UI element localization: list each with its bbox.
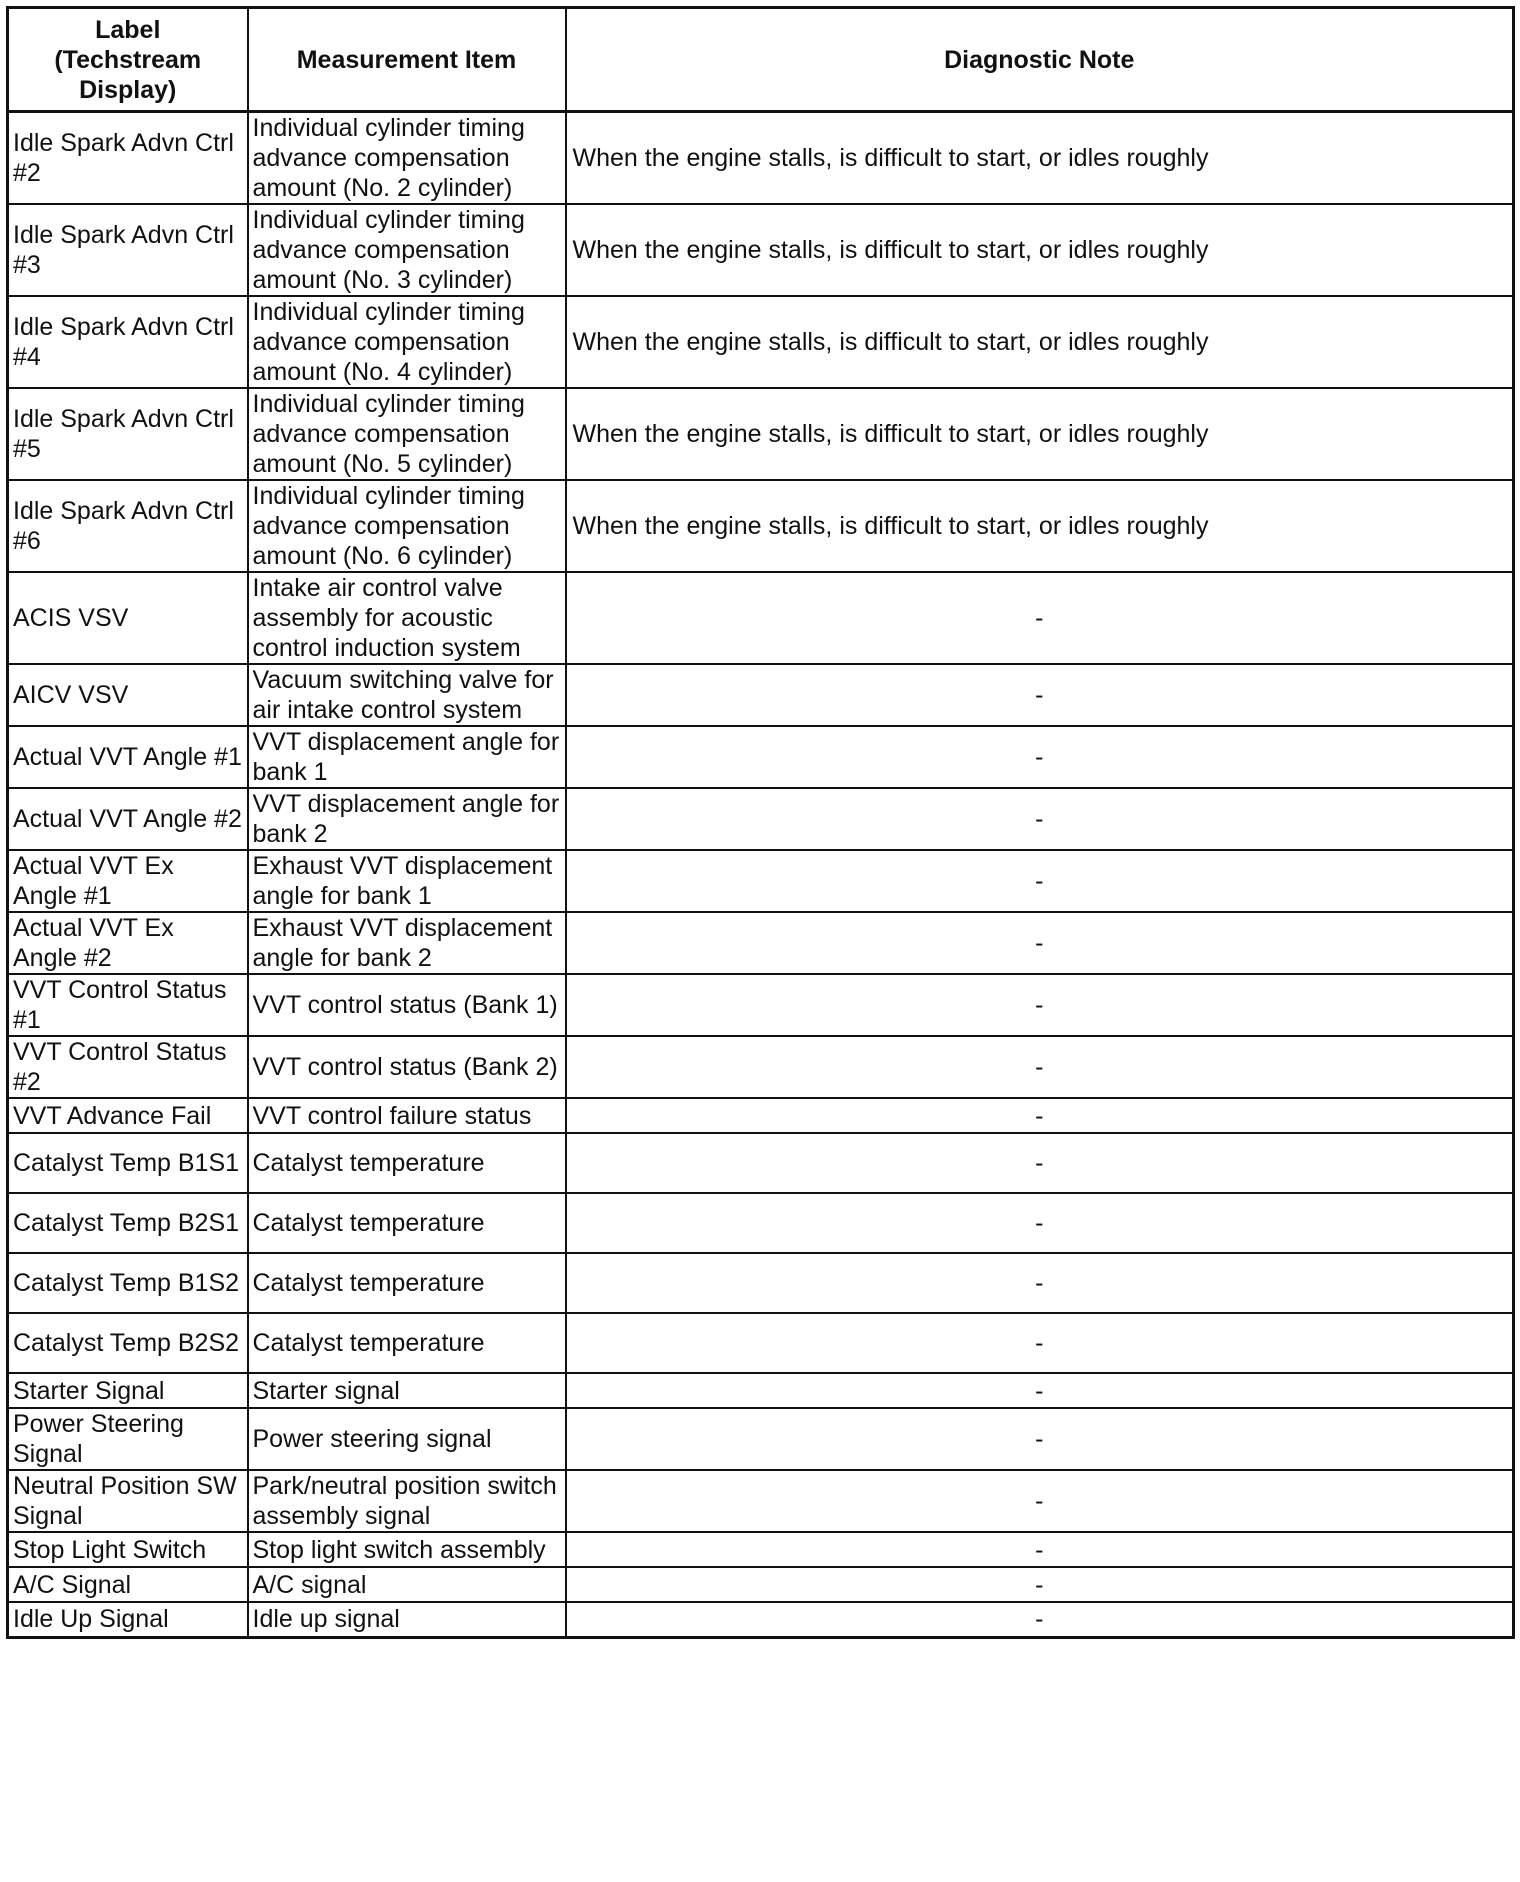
cell-label: VVT Advance Fail: [8, 1098, 248, 1133]
cell-measurement-item: Power steering signal: [248, 1408, 566, 1470]
cell-measurement-item: VVT control failure status: [248, 1098, 566, 1133]
cell-diagnostic-note: -: [566, 1408, 1514, 1470]
cell-measurement-item: Exhaust VVT displacement angle for bank 2: [248, 912, 566, 974]
table-row: [8, 1408, 1514, 1470]
table-row: [8, 1567, 1514, 1602]
cell-measurement-item: Individual cylinder timing advance compensation amount (No. 2 cylinder): [248, 112, 566, 205]
cell-label: VVT Control Status #2: [8, 1036, 248, 1098]
cell-diagnostic-note: -: [566, 664, 1514, 726]
cell-measurement-item: Catalyst temperature: [248, 1313, 566, 1373]
cell-label: Actual VVT Ex Angle #2: [8, 912, 248, 974]
cell-label: Actual VVT Angle #1: [8, 726, 248, 788]
cell-diagnostic-note: -: [566, 788, 1514, 850]
column-header-diagnostic-note: Diagnostic Note: [566, 8, 1514, 112]
cell-diagnostic-note: When the engine stalls, is difficult to start, or idles roughly: [566, 480, 1514, 572]
cell-label: Catalyst Temp B1S2: [8, 1253, 248, 1313]
cell-label: Neutral Position SW Signal: [8, 1470, 248, 1532]
cell-label: Idle Spark Advn Ctrl #6: [8, 480, 248, 572]
cell-label: Catalyst Temp B2S2: [8, 1313, 248, 1373]
cell-diagnostic-note: -: [566, 1602, 1514, 1637]
cell-label: VVT Control Status #1: [8, 974, 248, 1036]
diagnostic-data-table: [6, 6, 1515, 1639]
cell-diagnostic-note: -: [566, 1098, 1514, 1133]
table-row: [8, 1133, 1514, 1193]
cell-diagnostic-note: -: [566, 726, 1514, 788]
table-row: [8, 1602, 1514, 1637]
table-row: [8, 1313, 1514, 1373]
table-row: [8, 1470, 1514, 1532]
table-row: [8, 1253, 1514, 1313]
table-row: [8, 1193, 1514, 1253]
table-row: [8, 112, 1514, 205]
header-row: [8, 8, 1514, 112]
cell-diagnostic-note: -: [566, 1470, 1514, 1532]
cell-label: Power Steering Signal: [8, 1408, 248, 1470]
cell-diagnostic-note: -: [566, 572, 1514, 664]
cell-diagnostic-note: When the engine stalls, is difficult to start, or idles roughly: [566, 112, 1514, 205]
table-row: [8, 572, 1514, 664]
cell-label: Idle Spark Advn Ctrl #4: [8, 296, 248, 388]
cell-label: Idle Up Signal: [8, 1602, 248, 1637]
table-row: [8, 850, 1514, 912]
cell-measurement-item: Park/neutral position switch assembly signal: [248, 1470, 566, 1532]
table-row: [8, 912, 1514, 974]
cell-diagnostic-note: When the engine stalls, is difficult to start, or idles roughly: [566, 388, 1514, 480]
cell-measurement-item: A/C signal: [248, 1567, 566, 1602]
table-row: [8, 204, 1514, 296]
cell-measurement-item: Vacuum switching valve for air intake control system: [248, 664, 566, 726]
table-row: [8, 1098, 1514, 1133]
cell-label: Idle Spark Advn Ctrl #2: [8, 112, 248, 205]
column-header-label: Label (Techstream Display): [8, 8, 248, 112]
cell-label: Idle Spark Advn Ctrl #3: [8, 204, 248, 296]
cell-measurement-item: Individual cylinder timing advance compensation amount (No. 4 cylinder): [248, 296, 566, 388]
cell-measurement-item: Catalyst temperature: [248, 1133, 566, 1193]
table-row: [8, 1036, 1514, 1098]
cell-measurement-item: VVT displacement angle for bank 2: [248, 788, 566, 850]
cell-diagnostic-note: -: [566, 1193, 1514, 1253]
cell-diagnostic-note: -: [566, 1253, 1514, 1313]
cell-diagnostic-note: When the engine stalls, is difficult to start, or idles roughly: [566, 296, 1514, 388]
table-row: [8, 1532, 1514, 1567]
cell-measurement-item: Individual cylinder timing advance compensation amount (No. 3 cylinder): [248, 204, 566, 296]
cell-measurement-item: Intake air control valve assembly for acoustic control induction system: [248, 572, 566, 664]
table-row: [8, 296, 1514, 388]
cell-measurement-item: Stop light switch assembly: [248, 1532, 566, 1567]
cell-label: Actual VVT Ex Angle #1: [8, 850, 248, 912]
table-row: [8, 664, 1514, 726]
cell-diagnostic-note: -: [566, 1567, 1514, 1602]
cell-label: Catalyst Temp B2S1: [8, 1193, 248, 1253]
table-row: [8, 480, 1514, 572]
cell-measurement-item: Idle up signal: [248, 1602, 566, 1637]
cell-measurement-item: Catalyst temperature: [248, 1253, 566, 1313]
cell-measurement-item: Catalyst temperature: [248, 1193, 566, 1253]
cell-diagnostic-note: -: [566, 974, 1514, 1036]
cell-diagnostic-note: -: [566, 850, 1514, 912]
cell-measurement-item: Individual cylinder timing advance compensation amount (No. 6 cylinder): [248, 480, 566, 572]
cell-measurement-item: VVT control status (Bank 1): [248, 974, 566, 1036]
cell-label: A/C Signal: [8, 1567, 248, 1602]
cell-measurement-item: Starter signal: [248, 1373, 566, 1408]
cell-measurement-item: VVT displacement angle for bank 1: [248, 726, 566, 788]
cell-diagnostic-note: -: [566, 1373, 1514, 1408]
table-row: [8, 726, 1514, 788]
cell-label: Idle Spark Advn Ctrl #5: [8, 388, 248, 480]
cell-diagnostic-note: -: [566, 1313, 1514, 1373]
table-row: [8, 388, 1514, 480]
table-row: [8, 788, 1514, 850]
cell-label: Actual VVT Angle #2: [8, 788, 248, 850]
table-row: [8, 974, 1514, 1036]
cell-measurement-item: Exhaust VVT displacement angle for bank 1: [248, 850, 566, 912]
cell-label: ACIS VSV: [8, 572, 248, 664]
cell-diagnostic-note: When the engine stalls, is difficult to start, or idles roughly: [566, 204, 1514, 296]
cell-measurement-item: Individual cylinder timing advance compensation amount (No. 5 cylinder): [248, 388, 566, 480]
cell-diagnostic-note: -: [566, 1532, 1514, 1567]
cell-label: Starter Signal: [8, 1373, 248, 1408]
cell-diagnostic-note: -: [566, 1133, 1514, 1193]
cell-diagnostic-note: -: [566, 1036, 1514, 1098]
cell-label: Catalyst Temp B1S1: [8, 1133, 248, 1193]
cell-diagnostic-note: -: [566, 912, 1514, 974]
cell-label: Stop Light Switch: [8, 1532, 248, 1567]
table-row: [8, 1373, 1514, 1408]
cell-label: AICV VSV: [8, 664, 248, 726]
cell-measurement-item: VVT control status (Bank 2): [248, 1036, 566, 1098]
column-header-measurement-item: Measurement Item: [248, 8, 566, 112]
